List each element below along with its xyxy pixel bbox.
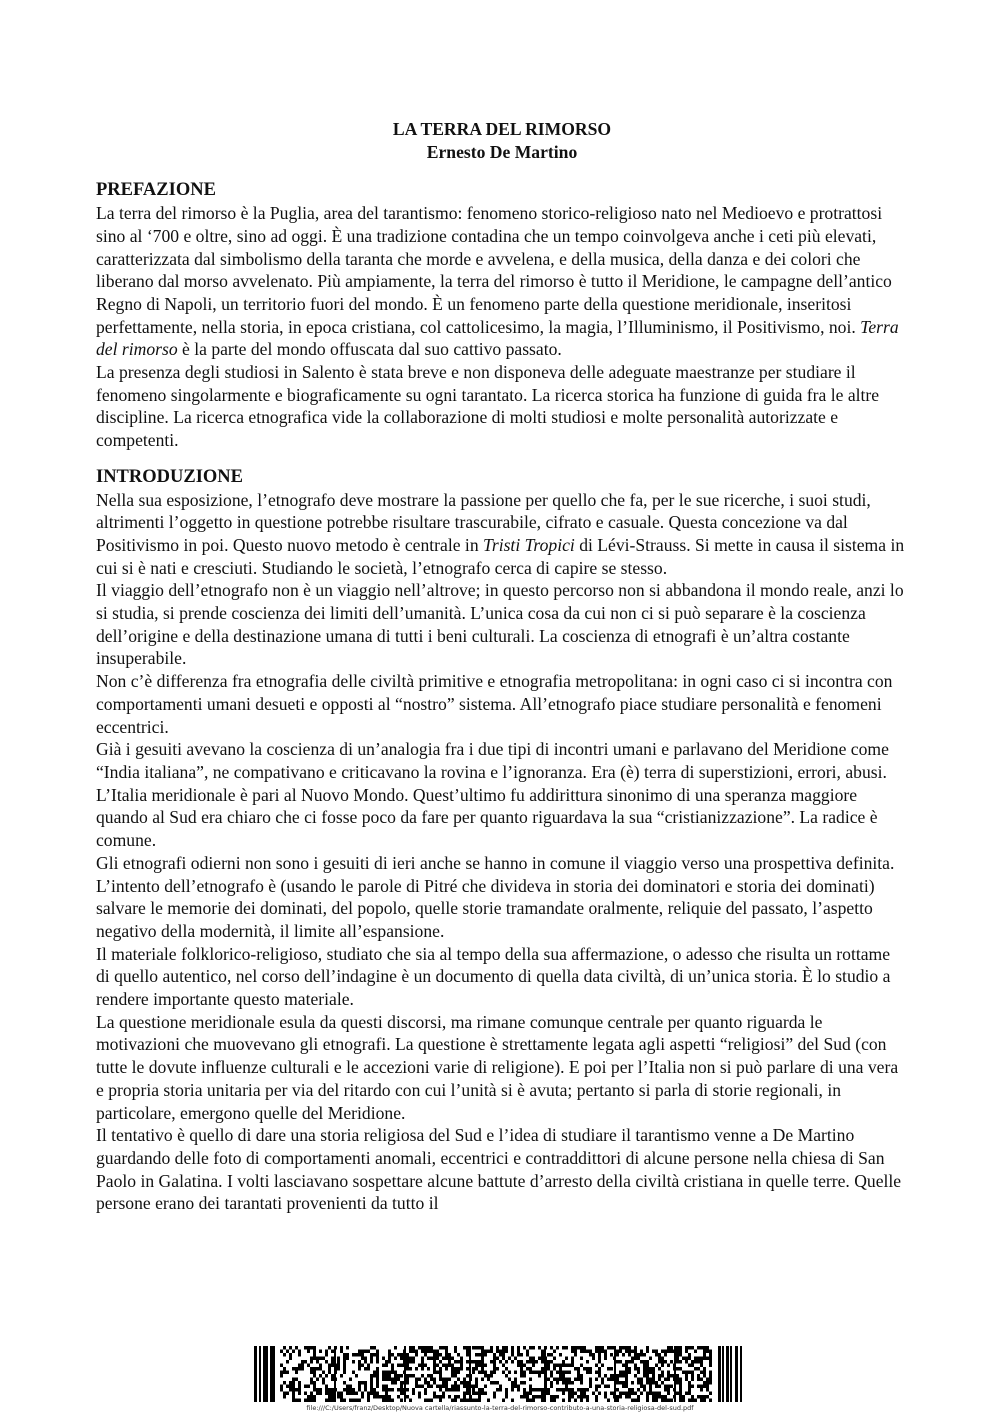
italic-title: Terra del rimorso xyxy=(96,316,899,360)
section-prefazione xyxy=(96,179,908,451)
barcode-icon xyxy=(254,1346,744,1402)
text-run: di Lévi-Strauss. Si mette in causa il sistema in cui si è nati e cresciuti. Studiando le società, l’etnografo cerca di capire se stesso. xyxy=(96,534,905,578)
paragraph: Il viaggio dell’etnografo non è un viaggio nell’altrove; in questo percorso non si abbandona il mondo reale, anzi lo si studia, si prende coscienza dei limiti dell’umanità. L’unica cosa da cui non ci si può separare è la coscienza dell’origine e della destinazione umana di tutti i beni culturali. La coscienza di etnografi è un’altra costante insuperabile. xyxy=(96,580,904,669)
section-heading-introduzione: INTRODUZIONE xyxy=(96,466,243,487)
document-page xyxy=(96,118,908,1215)
document-title: LA TERRA DEL RIMORSO xyxy=(392,119,612,139)
text-run: La terra del rimorso è la Puglia, area del tarantismo: fenomeno storico-religioso nato nel Medioevo e protrattosi sino al ‘700 e oltre, sino ad oggi. È una tradizione contadina che un tempo coinvolgeva anche i ceti più elevati, caratterizzata dal simbolismo della taranta che morde e avvelena, e della musica, della danza e dei colori che liberano dal morso avvelenato. Più ampiamente, la terra del rimorso è tutto il Meridione, le campagne dell’antico Regno di Napoli, un territorio fuori del mondo. È un fenomeno parte della questione meridionale, inseritosi perfettamente, nella storia, in epoca cristiana, col cattolicesimo, la magia, l’Illuminismo, il Positivismo, noi. xyxy=(96,203,892,337)
paragraph: La presenza degli studiosi in Salento è stata breve e non disponeva delle adeguate maestranze per studiare il fenomeno singolarmente e biograficamente su ogni tarantato. La ricerca storica ha funzione di guida fra le altre discipline. La ricerca etnografica vide la collaborazione di molti studiosi e molte personalità autorizzate e competenti. xyxy=(96,362,880,451)
italic-title: Tristi Tropici xyxy=(483,534,575,555)
text-run: è la parte del mondo offuscata dal suo cattivo passato. xyxy=(177,339,562,360)
paragraph xyxy=(96,489,908,580)
paragraph: Non c’è differenza fra etnografia delle civiltà primitive e etnografia metropolitana: in ogni caso ci si incontra con comportamenti umani desueti e opposti al “nostro” sistema. All’etnografo piace studiare personalità e fenomeni eccentrici. xyxy=(96,671,893,737)
text-run: Nella sua esposizione, l’etnografo deve mostrare la passione per quello che fa, per le sue ricerche, i suoi studi, altrimenti l’oggetto in questione potrebbe risultare trascurabile, cifrato e casuale. Questa concezione va dal Positivismo in poi. Questo nuovo metodo è centrale in xyxy=(96,489,871,555)
paragraph: Gli etnografi odierni non sono i gesuiti di ieri anche se hanno in comune il viaggio verso una prospettiva definita. xyxy=(96,852,895,873)
section-introduzione xyxy=(96,466,908,1215)
document-author: Ernesto De Martino xyxy=(426,141,578,162)
paragraph: La questione meridionale esula da questi discorsi, ma rimane comunque centrale per quanto riguarda le motivazioni che muovevano gli etnografi. La questione è strettamente legata agli aspetti “religiosi” del Sud (con tutte le dovute influenze culturali e le accezioni varie di religione). E poi per l’Italia non si può parlare di una vera e propria storia unitaria per via del ritardo con cui l’unità si è avuta; pertanto si parla di storie regionali, in particolare, emergono quelle del Meridione. xyxy=(96,1011,899,1123)
paragraph: Il materiale folklorico-religioso, studiato che sia al tempo della sua affermazione, o adesso che risulta un rottame di quello autentico, nel corso dell’indagine è un documento di quella data civiltà, di un’unica storia. È lo studio a rendere importante questo materiale. xyxy=(96,943,891,1010)
footer-file-path: file:///C:/Users/franz/Desktop/Nuova cartella/riassunto-la-terra-del-rimorso-contributo-a-una-storia-religiosa-del-sud.pdf xyxy=(306,1404,694,1412)
paragraph: Già i gesuiti avevano la coscienza di un’analogia fra i due tipi di incontri umani e parlavano del Meridione come “India italiana”, ne compativano e criticavano la rovina e l’ignoranza. Era (è) terra di superstizioni, errori, abusi. L’Italia meridionale è pari al Nuovo Mondo. Quest’ultimo fu addirittura sinonimo di una speranza maggiore quando al Sud era chiaro che ci fosse poco da fare per quanto riguardava la sua “cristianizzazione”. La radice è comune. xyxy=(96,739,889,851)
paragraph xyxy=(96,202,908,361)
section-heading-prefazione: PREFAZIONE xyxy=(96,180,216,201)
paragraph: Il tentativo è quello di dare una storia religiosa del Sud e l’idea di studiare il tarantismo venne a De Martino guardando delle foto di comportamenti anomali, eccentrici e contraddittori di alcune persone nella chiesa di San Paolo in Galatina. I volti lasciavano sospettare alcune battute d’arresto della civiltà cristiana in quelle terre. Quelle persone erano dei tarantati provenienti da tutto il xyxy=(96,1125,902,1214)
paragraph: L’intento dell’etnografo è (usando le parole di Pitré che divideva in storia dei dominatori e storia dei dominati) salvare le memorie dei dominati, del popolo, quelle storie tramandate oralmente, reliquie del passato, l’aspetto negativo della modernità, il limite all’espansione. xyxy=(96,875,875,941)
